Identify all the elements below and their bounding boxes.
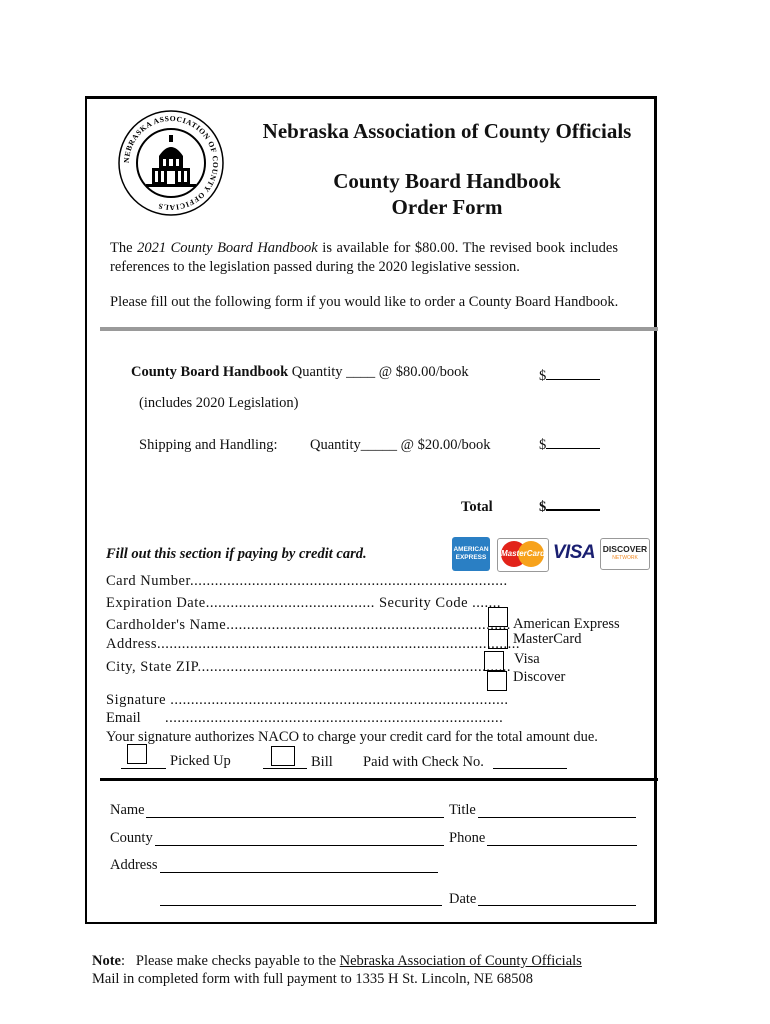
- date-label: Date: [449, 891, 477, 907]
- intro-text-end: is available for $80.00. The revised book includes references to the legislation passed during the 2020 legislative session.: [110, 240, 618, 275]
- address-field-line2[interactable]: [160, 905, 442, 906]
- org-title: Nebraska Association of County Officials: [262, 119, 632, 143]
- date-field[interactable]: [478, 905, 636, 906]
- amex-logo-text2: EXPRESS: [455, 554, 487, 561]
- card-type-mastercard: MasterCard: [513, 631, 582, 647]
- phone-field[interactable]: [487, 845, 637, 846]
- card-city-field[interactable]: City, State ZIP............................................................................: [106, 659, 512, 675]
- order-item-note: (includes 2020 Legislation): [139, 395, 299, 411]
- card-address-field[interactable]: Address........................................................................................: [106, 636, 521, 652]
- intro-book-title: 2021 County Board Handbook: [137, 240, 318, 256]
- card-number-field[interactable]: Card Number.............................................................................: [106, 573, 508, 589]
- order-item-line: [131, 364, 469, 381]
- checkbox-bill[interactable]: [271, 746, 295, 766]
- total-amount-blank[interactable]: [546, 509, 600, 511]
- signature-field[interactable]: Signature ..................................................................................: [106, 692, 509, 708]
- form-title-line2: Order Form: [391, 195, 503, 219]
- checkbox-mastercard[interactable]: [488, 629, 508, 649]
- payee-name: Nebraska Association of County Officials: [339, 953, 582, 969]
- title-label: Title: [449, 802, 476, 818]
- county-label: County: [110, 830, 153, 846]
- footer-note: [92, 953, 582, 970]
- discover-logo-text: DISCOVER: [602, 544, 648, 554]
- email-field[interactable]: ..................................................................................: [165, 710, 504, 726]
- shipping-amount[interactable]: [539, 437, 600, 454]
- card-type-american-express: American Express: [513, 616, 620, 632]
- intro-instructions: Please fill out the following form if you would like to order a County Board Handbook.: [110, 294, 619, 310]
- paid-check-label: Paid with Check No.: [363, 754, 484, 770]
- phone-label: Phone: [449, 830, 486, 846]
- discover-logo: [600, 538, 650, 570]
- card-type-visa: Visa: [514, 651, 540, 667]
- total-amount[interactable]: [539, 499, 600, 516]
- total-dollar-sign: $: [539, 499, 547, 515]
- bill-blank: [263, 768, 307, 769]
- email-label: Email: [106, 710, 141, 726]
- check-number-blank[interactable]: [493, 768, 567, 769]
- naco-seal-logo: [116, 108, 226, 218]
- section-divider-gray: [100, 327, 658, 331]
- amex-logo: [452, 537, 490, 571]
- visa-logo: [552, 540, 596, 566]
- order-item-name: County Board Handbook: [131, 364, 289, 380]
- form-title-line1: County Board Handbook: [333, 169, 561, 193]
- note-label: Note: [92, 953, 121, 969]
- authorization-text: Your signature authorizes NACO to charge your credit card for the total amount due.: [106, 729, 598, 745]
- shipping-quantity[interactable]: Quantity_____ @ $20.00/book: [310, 437, 491, 453]
- bill-label: Bill: [311, 754, 333, 770]
- address-field[interactable]: [160, 872, 438, 873]
- intro-paragraph: [110, 239, 618, 277]
- order-item-quantity[interactable]: Quantity ____ @ $80.00/book: [288, 364, 469, 380]
- checkbox-discover[interactable]: [487, 671, 507, 691]
- order-item-amount-blank[interactable]: [546, 379, 600, 380]
- mastercard-logo-text: MasterCard: [500, 549, 545, 558]
- total-label: Total: [461, 499, 493, 515]
- shipping-amount-blank[interactable]: [546, 448, 600, 449]
- shipping-label: Shipping and Handling:: [139, 437, 278, 453]
- note-text: : Please make checks payable to the: [121, 953, 340, 969]
- card-type-discover: Discover: [513, 669, 566, 685]
- cardholder-name-field[interactable]: Cardholder's Name.....................................................................: [106, 617, 511, 633]
- address-label: Address: [110, 857, 158, 873]
- order-item-dollar-sign: $: [539, 368, 547, 384]
- discover-logo-subtext: NETWORK: [612, 555, 638, 561]
- intro-text-start: The: [110, 240, 138, 256]
- seal-text: NEBRASKA ASSOCIATION OF COUNTY OFFICIALS: [121, 113, 221, 213]
- name-field[interactable]: [146, 817, 444, 818]
- picked-up-label: Picked Up: [170, 753, 231, 769]
- picked-up-blank: [121, 768, 166, 769]
- amex-logo-text1: AMERICAN: [453, 546, 489, 553]
- shipping-dollar-sign: $: [539, 437, 547, 453]
- section-divider-black: [100, 778, 658, 781]
- checkbox-picked-up[interactable]: [127, 744, 147, 764]
- checkbox-visa[interactable]: [484, 651, 504, 671]
- order-item-amount[interactable]: [539, 368, 600, 385]
- name-label: Name: [110, 802, 145, 818]
- county-field[interactable]: [155, 845, 444, 846]
- title-field[interactable]: [478, 817, 636, 818]
- credit-section-label: Fill out this section if paying by credit card.: [106, 546, 367, 562]
- expiration-security-field[interactable]: Expiration Date......................................... Security Code .......: [106, 595, 502, 611]
- visa-logo-text: VISA: [552, 542, 596, 563]
- footer-mail-instructions: Mail in completed form with full payment to 1335 H St. Lincoln, NE 68508: [92, 971, 533, 987]
- checkbox-american-express[interactable]: [488, 607, 508, 627]
- mastercard-logo: [497, 538, 549, 572]
